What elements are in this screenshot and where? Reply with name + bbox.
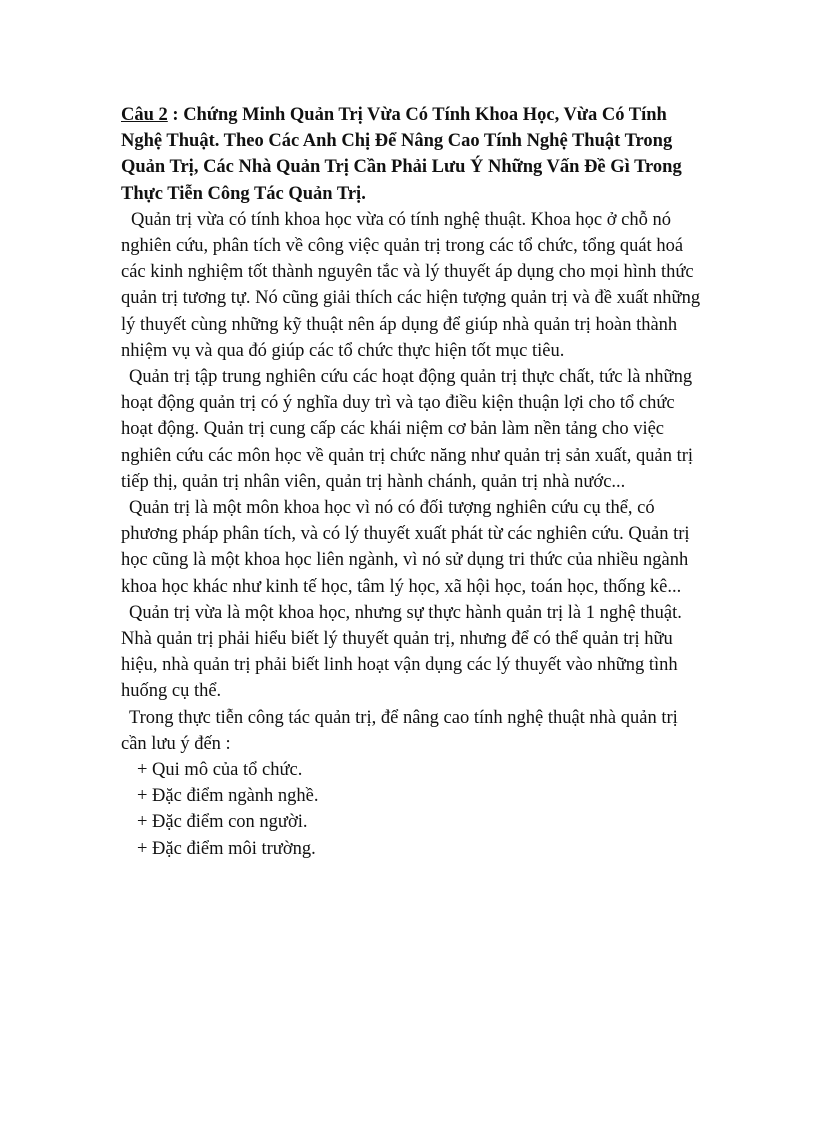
list-item: + Đặc điểm môi trường. (137, 838, 316, 859)
paragraph-art: Quản trị vừa là một khoa học, nhưng sự thực hành quản trị là 1 nghệ thuật. Nhà quản trị phải hiểu biết lý thuyết quản trị, nhưng để có thể quản trị hữu hiệu, nhà quản trị phải biết linh hoạt vận dụng các lý thuyết vào những tình huống cụ thể. (121, 602, 682, 702)
list-item: + Đặc điểm ngành nghề. (137, 786, 319, 807)
document-page (121, 102, 701, 862)
question-label: Câu 2 (121, 105, 168, 125)
paragraph-science-and-art: Quản trị vừa có tính khoa học vừa có tính nghệ thuật. Khoa học ở chỗ nó nghiên cứu, phân tích về công việc quản trị trong các tổ chức, tổng quát hoá các kinh nghiệm tốt thành nguyên tắc và lý thuyết áp dụng cho mọi hình thức quản trị tương tự. Nó cũng giải thích các hiện tượng quản trị và đề xuất những lý thuyết cùng những kỹ thuật nên áp dụng để giúp nhà quản trị hoàn thành nhiệm vụ và qua đó giúp các tổ chức thực hiện tốt mục tiêu. (121, 209, 701, 361)
question-title: : Chứng Minh Quản Trị Vừa Có Tính Khoa Học, Vừa Có Tính Nghệ Thuật. Theo Các Anh Chị Để Nâng Cao Tính Nghệ Thuật Trong Quản Trị, Các Nhà Quản Trị Cần Phải Lưu Ý Những Vấn Đề Gì Trong Thực Tiễn Công Tác Quản Trị. (121, 105, 682, 204)
list-item: + Qui mô của tổ chức. (137, 760, 303, 781)
paragraph-practice: Trong thực tiễn công tác quản trị, để nâng cao tính nghệ thuật nhà quản trị cần lưu ý đến : (121, 707, 678, 754)
paragraph-focus: Quản trị tập trung nghiên cứu các hoạt động quản trị thực chất, tức là những hoạt động quản trị có ý nghĩa duy trì và tạo điều kiện thuận lợi cho tổ chức hoạt động. Quản trị cung cấp các khái niệm cơ bản làm nền tảng cho việc nghiên cứu các môn học về quản trị chức năng như quản trị sản xuất, quản trị tiếp thị, quản trị nhân viên, quản trị hành chánh, quản trị nhà nước... (121, 367, 694, 492)
paragraph-science: Quản trị là một môn khoa học vì nó có đối tượng nghiên cứu cụ thể, có phương pháp phân tích, và có lý thuyết xuất phát từ các nghiên cứu. Quản trị học cũng là một khoa học liên ngành, vì nó sử dụng tri thức của nhiều ngành khoa học khác như kinh tế học, tâm lý học, xã hội học, toán học, thống kê... (121, 498, 690, 597)
list-item: + Đặc điểm con người. (137, 812, 308, 833)
considerations-list (121, 757, 701, 862)
question-heading (121, 102, 701, 207)
